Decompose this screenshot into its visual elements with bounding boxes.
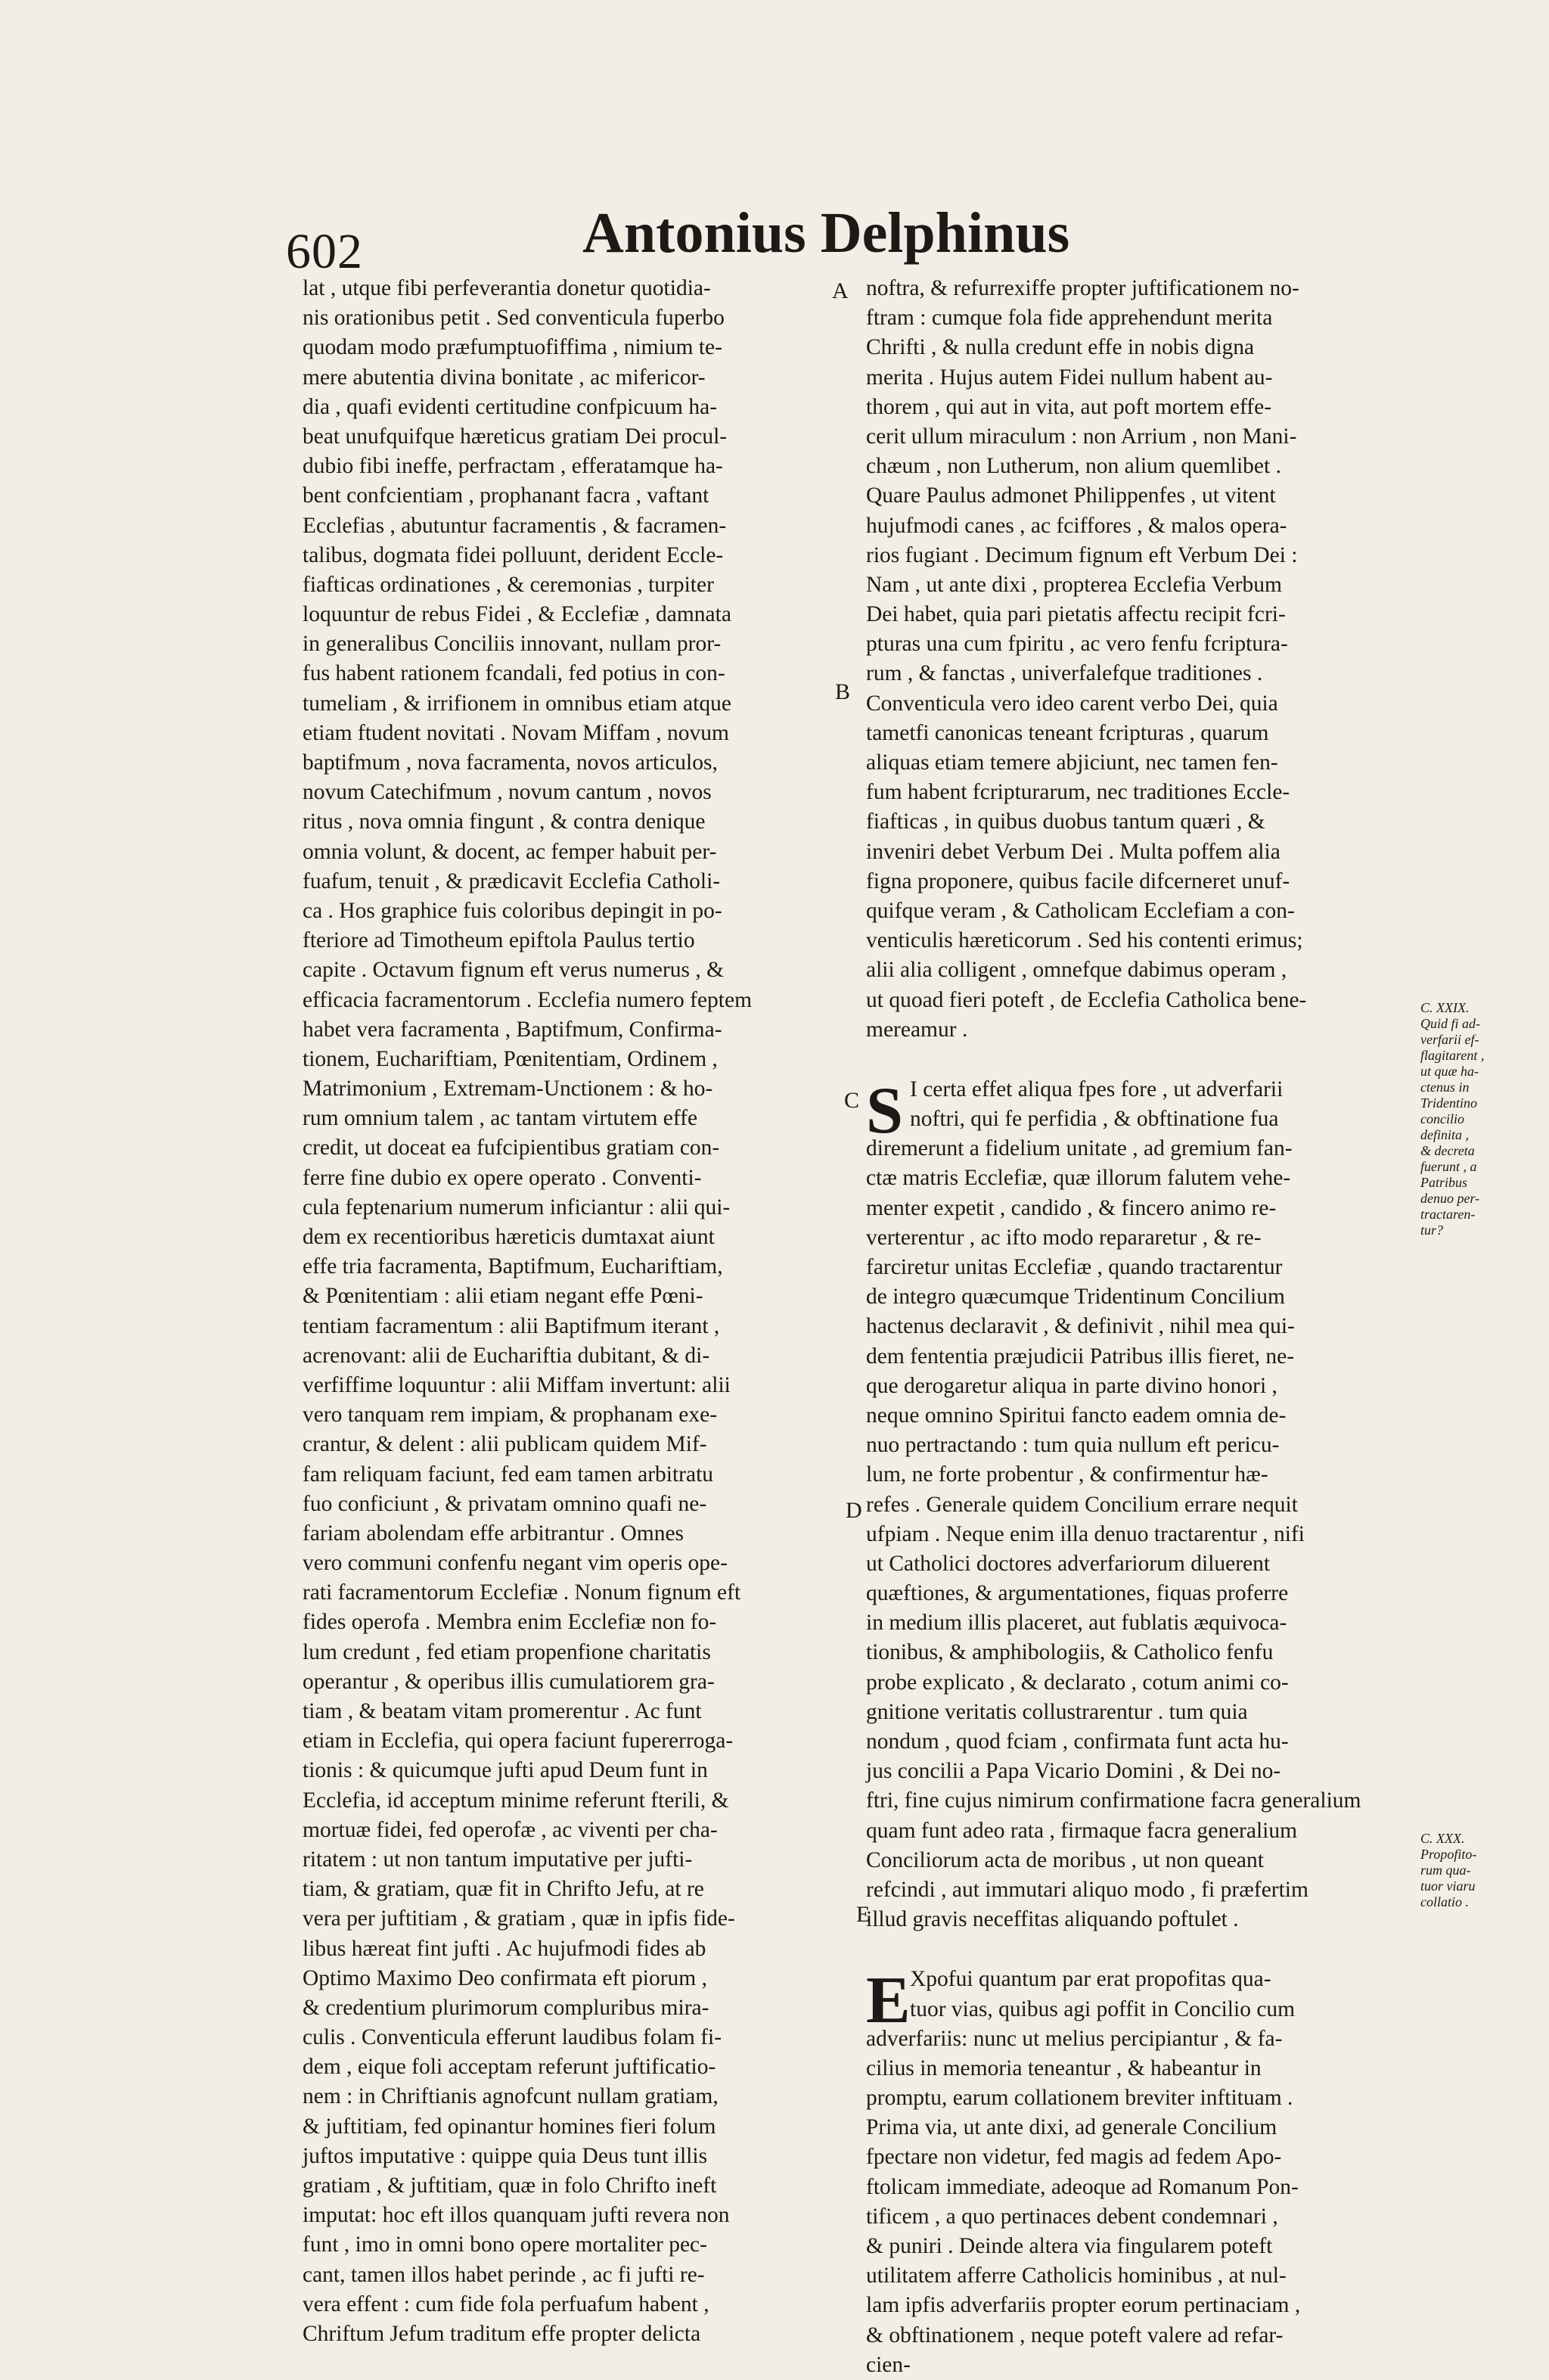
- text-line: nis orationibus petit . Sed conventicula fuperbo: [303, 306, 725, 331]
- margin-note-line: ut quæ ha-: [1420, 1064, 1479, 1079]
- text-line: promptu, earum collationem breviter inftituam .: [866, 2086, 1293, 2111]
- text-line: mere abutentia divina bonitate , ac mifericor-: [303, 365, 706, 390]
- text-line: efficacia facramentorum . Ecclefia numero feptem: [303, 987, 753, 1012]
- text-line: & juftitiam, fed opinantur homines fieri folum: [303, 2114, 716, 2139]
- text-line: ritatem : ut non tantum imputative per jufti-: [303, 1847, 693, 1872]
- text-line: ritus , nova omnia fingunt , & contra denique: [303, 809, 706, 834]
- text-line: Dei habet, quia pari pietatis affectu recipit fcri-: [866, 602, 1286, 627]
- text-line: nem : in Chriftianis agnofcunt nullam gratiam,: [303, 2084, 719, 2109]
- text-line: dia , quafi evidenti certitudine confpicuum ha-: [303, 394, 718, 419]
- text-line: capite . Octavum fignum eft verus numerus , &: [303, 958, 725, 983]
- text-line: verterentur , ac ifto modo repararetur , & re-: [866, 1225, 1262, 1250]
- text-line: Matrimonium , Extremam-Unctionem : & ho-: [303, 1077, 713, 1101]
- margin-letter-e: E: [856, 1902, 871, 1927]
- paragraph-3: [866, 1965, 1414, 2380]
- text-line: dem fententia præjudicii Patribus illis fieret, ne-: [866, 1344, 1295, 1369]
- margin-note-line: collatio .: [1420, 1894, 1469, 1909]
- text-line: quifque veram , & Catholicam Ecclefiam a con-: [866, 898, 1295, 923]
- margin-note-line: verfarii ef-: [1420, 1032, 1479, 1047]
- text-line: dem , eique foli acceptam referunt juftificatio-: [303, 2055, 716, 2080]
- text-line: tionem, Euchariftiam, Pœnitentiam, Ordinem ,: [303, 1046, 718, 1071]
- text-line: thorem , qui aut in vita, aut poft mortem effe-: [866, 394, 1272, 419]
- text-line: lum credunt , fed etiam propenfione charitatis: [303, 1639, 711, 1664]
- text-line: culis . Conventicula efferunt laudibus folam fi-: [303, 2025, 722, 2050]
- drop-cap-e: E: [866, 1964, 911, 2038]
- text-line: lum, ne forte probentur , & confirmentur hæ-: [866, 1462, 1268, 1487]
- text-line: fiafticas ordinationes , & ceremonias , turpiter: [303, 572, 714, 597]
- text-line: illud gravis neceffitas aliquando poftulet .: [866, 1907, 1239, 1932]
- text-line: alii alia colligent , omnefque dabimus operam ,: [866, 958, 1287, 983]
- text-line: verfiffime loquuntur : alii Miffam invertunt: alii: [303, 1372, 731, 1397]
- text-line: cien-: [866, 2352, 911, 2377]
- text-line: & puniri . Deinde altera via fingularem poteft: [866, 2234, 1273, 2258]
- page-number: 602: [286, 224, 363, 279]
- text-line: habet vera facramenta , Baptifmum, Confirma-: [303, 1017, 722, 1042]
- text-line: novum Catechifmum , novum cantum , novos: [303, 780, 712, 805]
- text-line: Prima via, ut ante dixi, ad generale Concilium: [866, 2115, 1277, 2140]
- text-line: Ecclefia, id acceptum minime referunt fterili, &: [303, 1788, 729, 1813]
- text-line: quæftiones, & argumentationes, fiquas proferre: [866, 1581, 1289, 1606]
- margin-note-xxx: [1420, 1831, 1511, 1910]
- text-line: Optimo Maximo Deo confirmata eft piorum ,: [303, 1965, 707, 1990]
- text-line: vero tanquam rem impiam, & prophanam exe-: [303, 1403, 718, 1428]
- text-line: pturas una cum fpiritu , ac vero fenfu fcriptura-: [866, 632, 1288, 657]
- margin-note-line: flagitarent ,: [1420, 1048, 1485, 1063]
- margin-note-line: ctenus in: [1420, 1080, 1470, 1095]
- margin-letter-b: B: [835, 679, 851, 704]
- text-line: aliquas etiam temere abjiciunt, nec tamen fen-: [866, 750, 1278, 775]
- text-line: libus hæreat fint jufti . Ac hujufmodi fides ab: [303, 1936, 706, 1961]
- text-line: nuo pertractando : tum quia nullum eft pericu-: [866, 1433, 1280, 1458]
- text-line: rum , & fanctas , univerfalefque traditiones .: [866, 661, 1263, 686]
- text-line: rum omnium talem , ac tantam virtutem effe: [303, 1106, 698, 1131]
- text-line: tionis : & quicumque jufti apud Deum funt in: [303, 1758, 708, 1783]
- text-line: vera per juftitiam , & gratiam , quæ in ipfis fide-: [303, 1906, 735, 1931]
- left-column: [303, 274, 840, 2349]
- margin-note-line: C. XXIX.: [1420, 1000, 1470, 1015]
- text-line: venticulis hæreticorum . Sed his contenti erimus;: [866, 928, 1303, 953]
- text-line: fum habent fcripturarum, nec traditiones Eccle-: [866, 780, 1290, 805]
- text-line: quodam modo præfumptuofiffima , nimium te-: [303, 335, 722, 360]
- margin-note-line: Propofito-: [1420, 1847, 1477, 1862]
- text-line: cant, tamen illos habet perinde , ac fi jufti re-: [303, 2262, 705, 2287]
- margin-note-line: Quid fi ad-: [1420, 1016, 1480, 1031]
- text-line: beat unufquifque hæreticus gratiam Dei procul-: [303, 424, 728, 449]
- text-line: Quare Paulus admonet Philippenfes , ut vitent: [866, 483, 1276, 508]
- text-line: tificem , a quo pertinaces debent condemnari ,: [866, 2204, 1278, 2229]
- text-line: tiam, & gratiam, quæ fit in Chrifto Jefu, at re: [303, 1877, 704, 1902]
- text-line: etiam in Ecclefia, qui opera faciunt fupererroga-: [303, 1729, 734, 1754]
- text-line: fariam abolendam effe arbitrantur . Omnes: [303, 1521, 684, 1546]
- text-line: baptifmum , nova facramenta, novos articulos,: [303, 750, 718, 775]
- text-line: talibus, dogmata fidei polluunt, derident Eccle-: [303, 542, 724, 567]
- text-line: fides operofa . Membra enim Ecclefiæ non fo-: [303, 1610, 717, 1635]
- text-line: rios fugiant . Decimum fignum eft Verbum Dei :: [866, 542, 1298, 567]
- text-line: adverfariis: nunc ut melius percipiantur , & fa-: [866, 2026, 1283, 2051]
- text-line: ufpiam . Neque enim illa denuo tractarentur , nifi: [866, 1521, 1305, 1546]
- text-line: operantur , & operibus illis cumulatiorem gra-: [303, 1669, 715, 1694]
- text-line: gnitione veritatis collustrarentur . tum quia: [866, 1699, 1248, 1724]
- text-line: mereamur .: [866, 1017, 968, 1042]
- text-line: loquuntur de rebus Fidei , & Ecclefiæ , damnata: [303, 602, 731, 627]
- paragraph-2: [866, 1075, 1414, 1934]
- text-line: in medium illis placeret, aut fublatis æquivoca-: [866, 1611, 1287, 1636]
- text-line: fuafum, tenuit , & prædicavit Ecclefia Catholi-: [303, 868, 721, 893]
- text-line: tametfi canonicas teneant fcripturas , quarum: [866, 720, 1269, 745]
- text-line: vera effent : cum fide fola perfuafum habent ,: [303, 2291, 709, 2316]
- text-line: bent confcientiam , prophanant facra , vaftant: [303, 483, 709, 508]
- text-line: ftri, fine cujus nimirum confirmatione facra generalium: [866, 1788, 1361, 1813]
- text-line: rati facramentorum Ecclefiæ . Nonum fignum eft: [303, 1580, 741, 1605]
- text-line: credit, ut doceat ea fufcipientibus gratiam con-: [303, 1136, 720, 1160]
- margin-note-line: tur?: [1420, 1223, 1444, 1238]
- text-line: figna proponere, quibus facile difcerneret unuf-: [866, 868, 1290, 893]
- text-line: fus habent rationem fcandali, fed potius in con-: [303, 661, 725, 686]
- text-line: fam reliquam faciunt, fed eam tamen arbitratu: [303, 1462, 714, 1487]
- text-line: refes . Generale quidem Concilium errare nequit: [866, 1492, 1298, 1517]
- text-line: dubio fibi ineffe, perfractam , efferatamque ha-: [303, 454, 723, 479]
- text-line: gratiam , & juftitiam, quæ in folo Chrifto ineft: [303, 2173, 717, 2198]
- text-line: tumeliam , & irrifionem in omnibus etiam atque: [303, 691, 731, 716]
- text-line: ferre fine dubio ex opere operato . Conventi-: [303, 1165, 702, 1190]
- text-line: ut Catholici doctores adverfariorum diluerent: [866, 1551, 1271, 1576]
- text-line: quam funt adeo rata , firmaque facra generalium: [866, 1818, 1298, 1843]
- text-line: funt , imo in omni bono opere mortaliter pec-: [303, 2232, 707, 2257]
- text-line: cula feptenarium numerum inficiantur : alii qui-: [303, 1195, 731, 1220]
- margin-letter-a: A: [832, 278, 849, 303]
- text-line: jus concilii a Papa Vicario Domini , & Dei no-: [866, 1759, 1281, 1784]
- margin-note-xxix: [1420, 1000, 1511, 1238]
- text-line: & Pœnitentiam : alii etiam negant effe Pœni-: [303, 1284, 703, 1309]
- text-line: Ecclefias , abutuntur facramentis , & facramen-: [303, 513, 727, 538]
- margin-note-line: concilio: [1420, 1111, 1464, 1126]
- text-line: diremerunt a fidelium unitate , ad gremium fan-: [866, 1136, 1293, 1161]
- text-line: tiam , & beatam vitam promerentur . Ac funt: [303, 1699, 702, 1723]
- text-line: Chrifti , & nulla credunt effe in nobis digna: [866, 335, 1255, 360]
- text-line: fiafticas , in quibus duobus tantum quæri , &: [866, 809, 1265, 834]
- text-line: hactenus declaravit , & definivit , nihil mea qui-: [866, 1314, 1295, 1339]
- text-line: tuor vias, quibus agi poffit in Concilio cum: [910, 1996, 1296, 2021]
- drop-cap-s: S: [866, 1073, 903, 1148]
- margin-letter-c: C: [844, 1088, 860, 1113]
- text-line: noftri, qui fe perfidia , & obftinatione fua: [910, 1107, 1279, 1132]
- text-line: juftos imputative : quippe quia Deus tunt illis: [303, 2143, 708, 2168]
- text-line: ftolicam immediate, adeoque ad Romanum Pon-: [866, 2174, 1299, 2199]
- text-line: I certa effet aliqua fpes fore , ut adverfarii: [910, 1077, 1284, 1101]
- text-line: lat , utque fibi perfeverantia donetur quotidia-: [303, 276, 711, 300]
- text-line: dem ex recentioribus hæreticis dumtaxat aiunt: [303, 1225, 715, 1249]
- margin-note-line: rum qua-: [1420, 1863, 1471, 1878]
- text-line: probe explicato , & declarato , cotum animi co-: [866, 1670, 1289, 1695]
- text-line: refcindi , aut immutari aliquo modo , fi præfertim: [866, 1877, 1308, 1902]
- text-line: neque omnino Spiritui fancto eadem omnia de-: [866, 1403, 1287, 1428]
- text-line: fuo conficiunt , & privatam omnino quafi ne-: [303, 1491, 707, 1516]
- text-line: ftram : cumque fola fide apprehendunt merita: [866, 306, 1273, 331]
- text-line: Conventicula vero ideo carent verbo Dei, quia: [866, 691, 1278, 716]
- text-line: merita . Hujus autem Fidei nullum habent au-: [866, 365, 1273, 390]
- text-line: vero communi confenfu negant vim operis ope-: [303, 1551, 728, 1576]
- text-line: & obftinationem , neque poteft valere ad refar-: [866, 2323, 1284, 2347]
- margin-letter-d: D: [846, 1498, 862, 1523]
- text-line: inveniri debet Verbum Dei . Multa poffem alia: [866, 839, 1280, 864]
- text-line: ctæ matris Ecclefiæ, quæ illorum falutem vehe-: [866, 1166, 1291, 1191]
- margin-note-line: definita ,: [1420, 1127, 1469, 1142]
- text-line: & credentium plurimorum compluribus mira-: [303, 1995, 709, 2020]
- margin-note-line: tractaren-: [1420, 1207, 1476, 1222]
- text-line: cilius in memoria teneantur , & habeantur in: [866, 2055, 1262, 2080]
- text-line: hujufmodi canes , ac fciffores , & malos opera-: [866, 513, 1287, 538]
- margin-note-line: & decreta: [1420, 1143, 1475, 1158]
- text-line: tionibus, & amphibologiis, & Catholico fenfu: [866, 1640, 1274, 1665]
- margin-note-line: tuor viaru: [1420, 1878, 1476, 1894]
- text-line: omnia volunt, & docent, ac femper habuit per-: [303, 839, 717, 864]
- text-line: que derogaretur aliqua in parte divino honori ,: [866, 1373, 1277, 1398]
- text-line: Xpofui quantum par erat propofitas qua-: [910, 1967, 1271, 1992]
- text-line: effe tria facramenta, Baptifmum, Euchariftiam,: [303, 1254, 723, 1279]
- text-line: noftra, & refurrexiffe propter juftificationem no-: [866, 276, 1299, 300]
- text-line: ut quoad fieri poteft , de Ecclefia Catholica bene-: [866, 987, 1307, 1012]
- text-line: fteriore ad Timotheum epiftola Paulus tertio: [303, 928, 695, 953]
- text-line: in generalibus Conciliis innovant, nullam pror-: [303, 632, 722, 657]
- text-line: crantur, & delent : alii publicam quidem Mif-: [303, 1432, 707, 1457]
- text-line: ca . Hos graphice fuis coloribus depingit in po-: [303, 898, 722, 923]
- text-line: fpectare non videtur, fed magis ad fedem Apo-: [866, 2145, 1282, 2170]
- margin-note-line: Tridentino: [1420, 1095, 1478, 1111]
- text-line: utilitatem afferre Catholicis hominibus , at nul-: [866, 2263, 1287, 2288]
- text-line: Nam , ut ante dixi , propterea Ecclefia Verbum: [866, 572, 1282, 597]
- text-line: Conciliorum acta de moribus , ut non queant: [866, 1847, 1264, 1872]
- text-line: de integro quæcumque Tridentinum Concilium: [866, 1285, 1285, 1310]
- right-column: [866, 274, 1414, 2380]
- running-head: Antonius Delphinus: [582, 201, 1070, 265]
- text-line: farciretur unitas Ecclefiæ , quando tractarentur: [866, 1255, 1283, 1279]
- text-line: tentiam facramentum : alii Baptifmum iterant ,: [303, 1313, 720, 1338]
- margin-note-line: denuo per-: [1420, 1191, 1480, 1206]
- text-line: cerit ullum miraculum : non Arrium , non Mani-: [866, 424, 1297, 449]
- text-line: nondum , quod fciam , confirmata funt acta hu-: [866, 1729, 1289, 1754]
- text-line: Chriftum Jefum traditum effe propter delicta: [303, 2321, 701, 2346]
- text-line: acrenovant: alii de Euchariftia dubitant, & di-: [303, 1343, 710, 1368]
- text-line: menter expetit , candido , & fincero animo re-: [866, 1195, 1277, 1220]
- margin-note-line: fuerunt , a: [1420, 1159, 1477, 1174]
- text-line: mortuæ fidei, fed operofæ , ac viventi per cha-: [303, 1817, 718, 1842]
- text-line: lam ipfis adverfariis propter eorum pertinaciam ,: [866, 2293, 1301, 2318]
- margin-note-line: C. XXX.: [1420, 1831, 1465, 1846]
- paragraph-1: [866, 274, 1414, 1045]
- text-line: etiam ftudent novitati . Novam Miffam , novum: [303, 720, 729, 745]
- text-line: imputat: hoc eft illos quanquam jufti revera non: [303, 2203, 730, 2228]
- text-line: chæum , non Lutherum, non alium quemlibet .: [866, 454, 1281, 479]
- margin-note-line: Patribus: [1420, 1175, 1468, 1190]
